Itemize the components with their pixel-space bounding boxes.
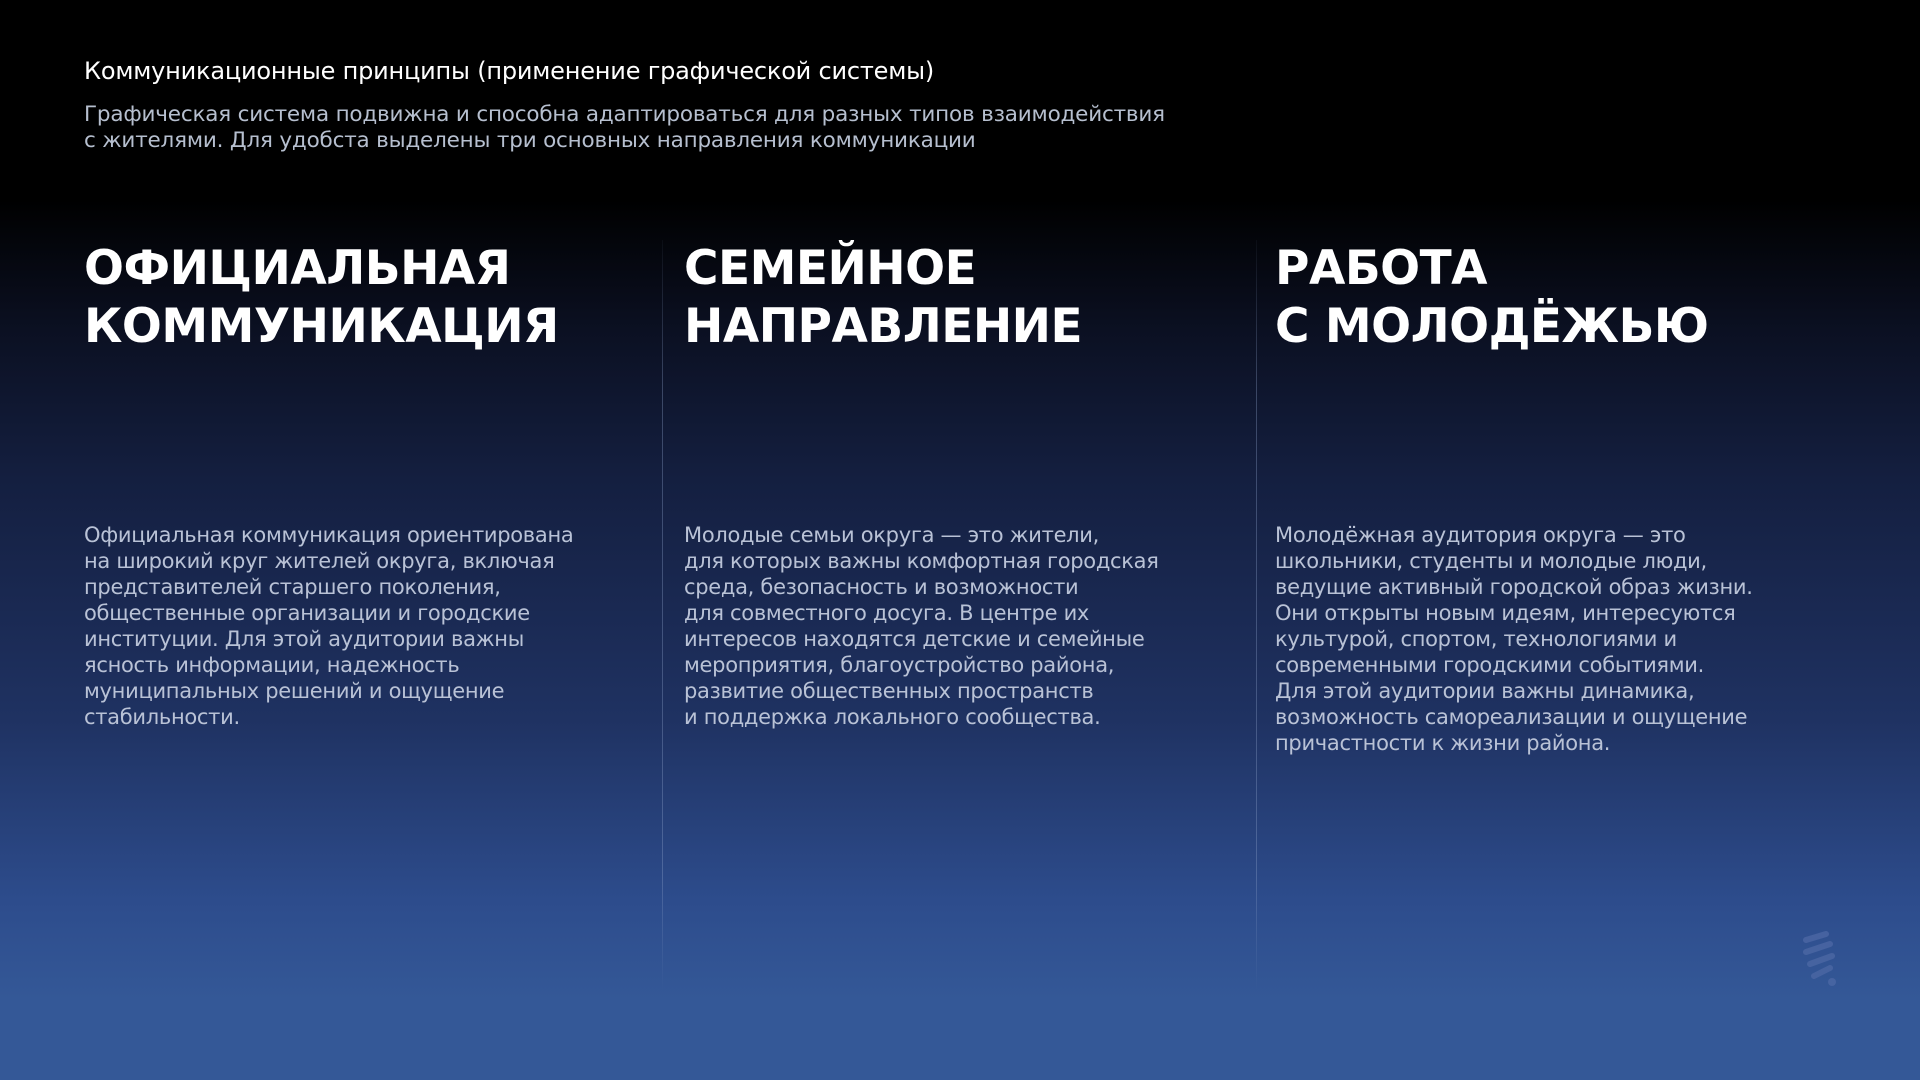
column-divider <box>662 240 663 990</box>
column-youth-work <box>1275 240 1835 755</box>
column-divider <box>1256 240 1257 990</box>
column-family-direction <box>684 240 1244 729</box>
page-description-line: Графическая система подвижна и способна адаптироваться для разных типов взаимодействия <box>84 102 1165 127</box>
column-text-line: Официальная коммуникация ориентирована <box>84 523 574 547</box>
header <box>84 54 1384 154</box>
page-description <box>84 102 1304 154</box>
column-text-line: культурой, спортом, технологиями и <box>1275 627 1677 651</box>
column-text <box>84 522 644 730</box>
column-text-line: среда, безопасность и возможности <box>684 575 1079 599</box>
column-text-line: муниципальных решений и ощущение <box>84 679 505 703</box>
column-text-line: представителей старшего поколения, <box>84 575 501 599</box>
column-text-line: для которых важны комфортная городская <box>684 549 1159 573</box>
column-text-line: Для этой аудитории важны динамика, <box>1275 679 1695 703</box>
column-text-line: Молодые семьи округа — это жители, <box>684 523 1100 547</box>
column-text-line: ведущие активный городской образ жизни. <box>1275 575 1753 599</box>
column-heading-line: КОММУНИКАЦИЯ <box>84 299 559 354</box>
column-heading-line: РАБОТА <box>1275 241 1488 296</box>
column-text-line: современными городскими событиями. <box>1275 653 1705 677</box>
column-text-line: стабильности. <box>84 705 240 729</box>
column-text <box>1275 522 1835 756</box>
column-heading <box>84 240 644 356</box>
page-title: Коммуникационные принципы (применение графической системы) <box>84 57 935 85</box>
column-heading-line: С МОЛОДЁЖЬЮ <box>1275 299 1709 354</box>
column-text-line: Они открыты новым идеям, интересуются <box>1275 601 1736 625</box>
column-text-line: на широкий круг жителей округа, включая <box>84 549 555 573</box>
column-text <box>684 522 1244 730</box>
column-heading-line: НАПРАВЛЕНИЕ <box>684 299 1083 354</box>
column-text-line: ясность информации, надежность <box>84 653 460 677</box>
column-text-line: мероприятия, благоустройство района, <box>684 653 1115 677</box>
column-text-line: институции. Для этой аудитории важны <box>84 627 524 651</box>
column-text-line: развитие общественных пространств <box>684 679 1094 703</box>
column-heading-line: СЕМЕЙНОЕ <box>684 241 977 296</box>
brand-mark-icon <box>1800 930 1840 990</box>
column-heading <box>684 240 1244 356</box>
column-text-line: интересов находятся детские и семейные <box>684 627 1145 651</box>
column-text-line: общественные организации и городские <box>84 601 530 625</box>
column-text-line: Молодёжная аудитория округа — это <box>1275 523 1686 547</box>
column-text-line: возможность самореализации и ощущение <box>1275 705 1748 729</box>
column-text-line: и поддержка локального сообщества. <box>684 705 1101 729</box>
column-heading-line: ОФИЦИАЛЬНАЯ <box>84 241 511 296</box>
page-description-line: с жителями. Для удобста выделены три основных направления коммуникации <box>84 128 976 153</box>
column-text-line: школьники, студенты и молодые люди, <box>1275 549 1707 573</box>
column-heading <box>1275 240 1835 356</box>
column-text-line: причастности к жизни района. <box>1275 731 1611 755</box>
column-text-line: для совместного досуга. В центре их <box>684 601 1090 625</box>
column-official-communication <box>84 240 644 729</box>
